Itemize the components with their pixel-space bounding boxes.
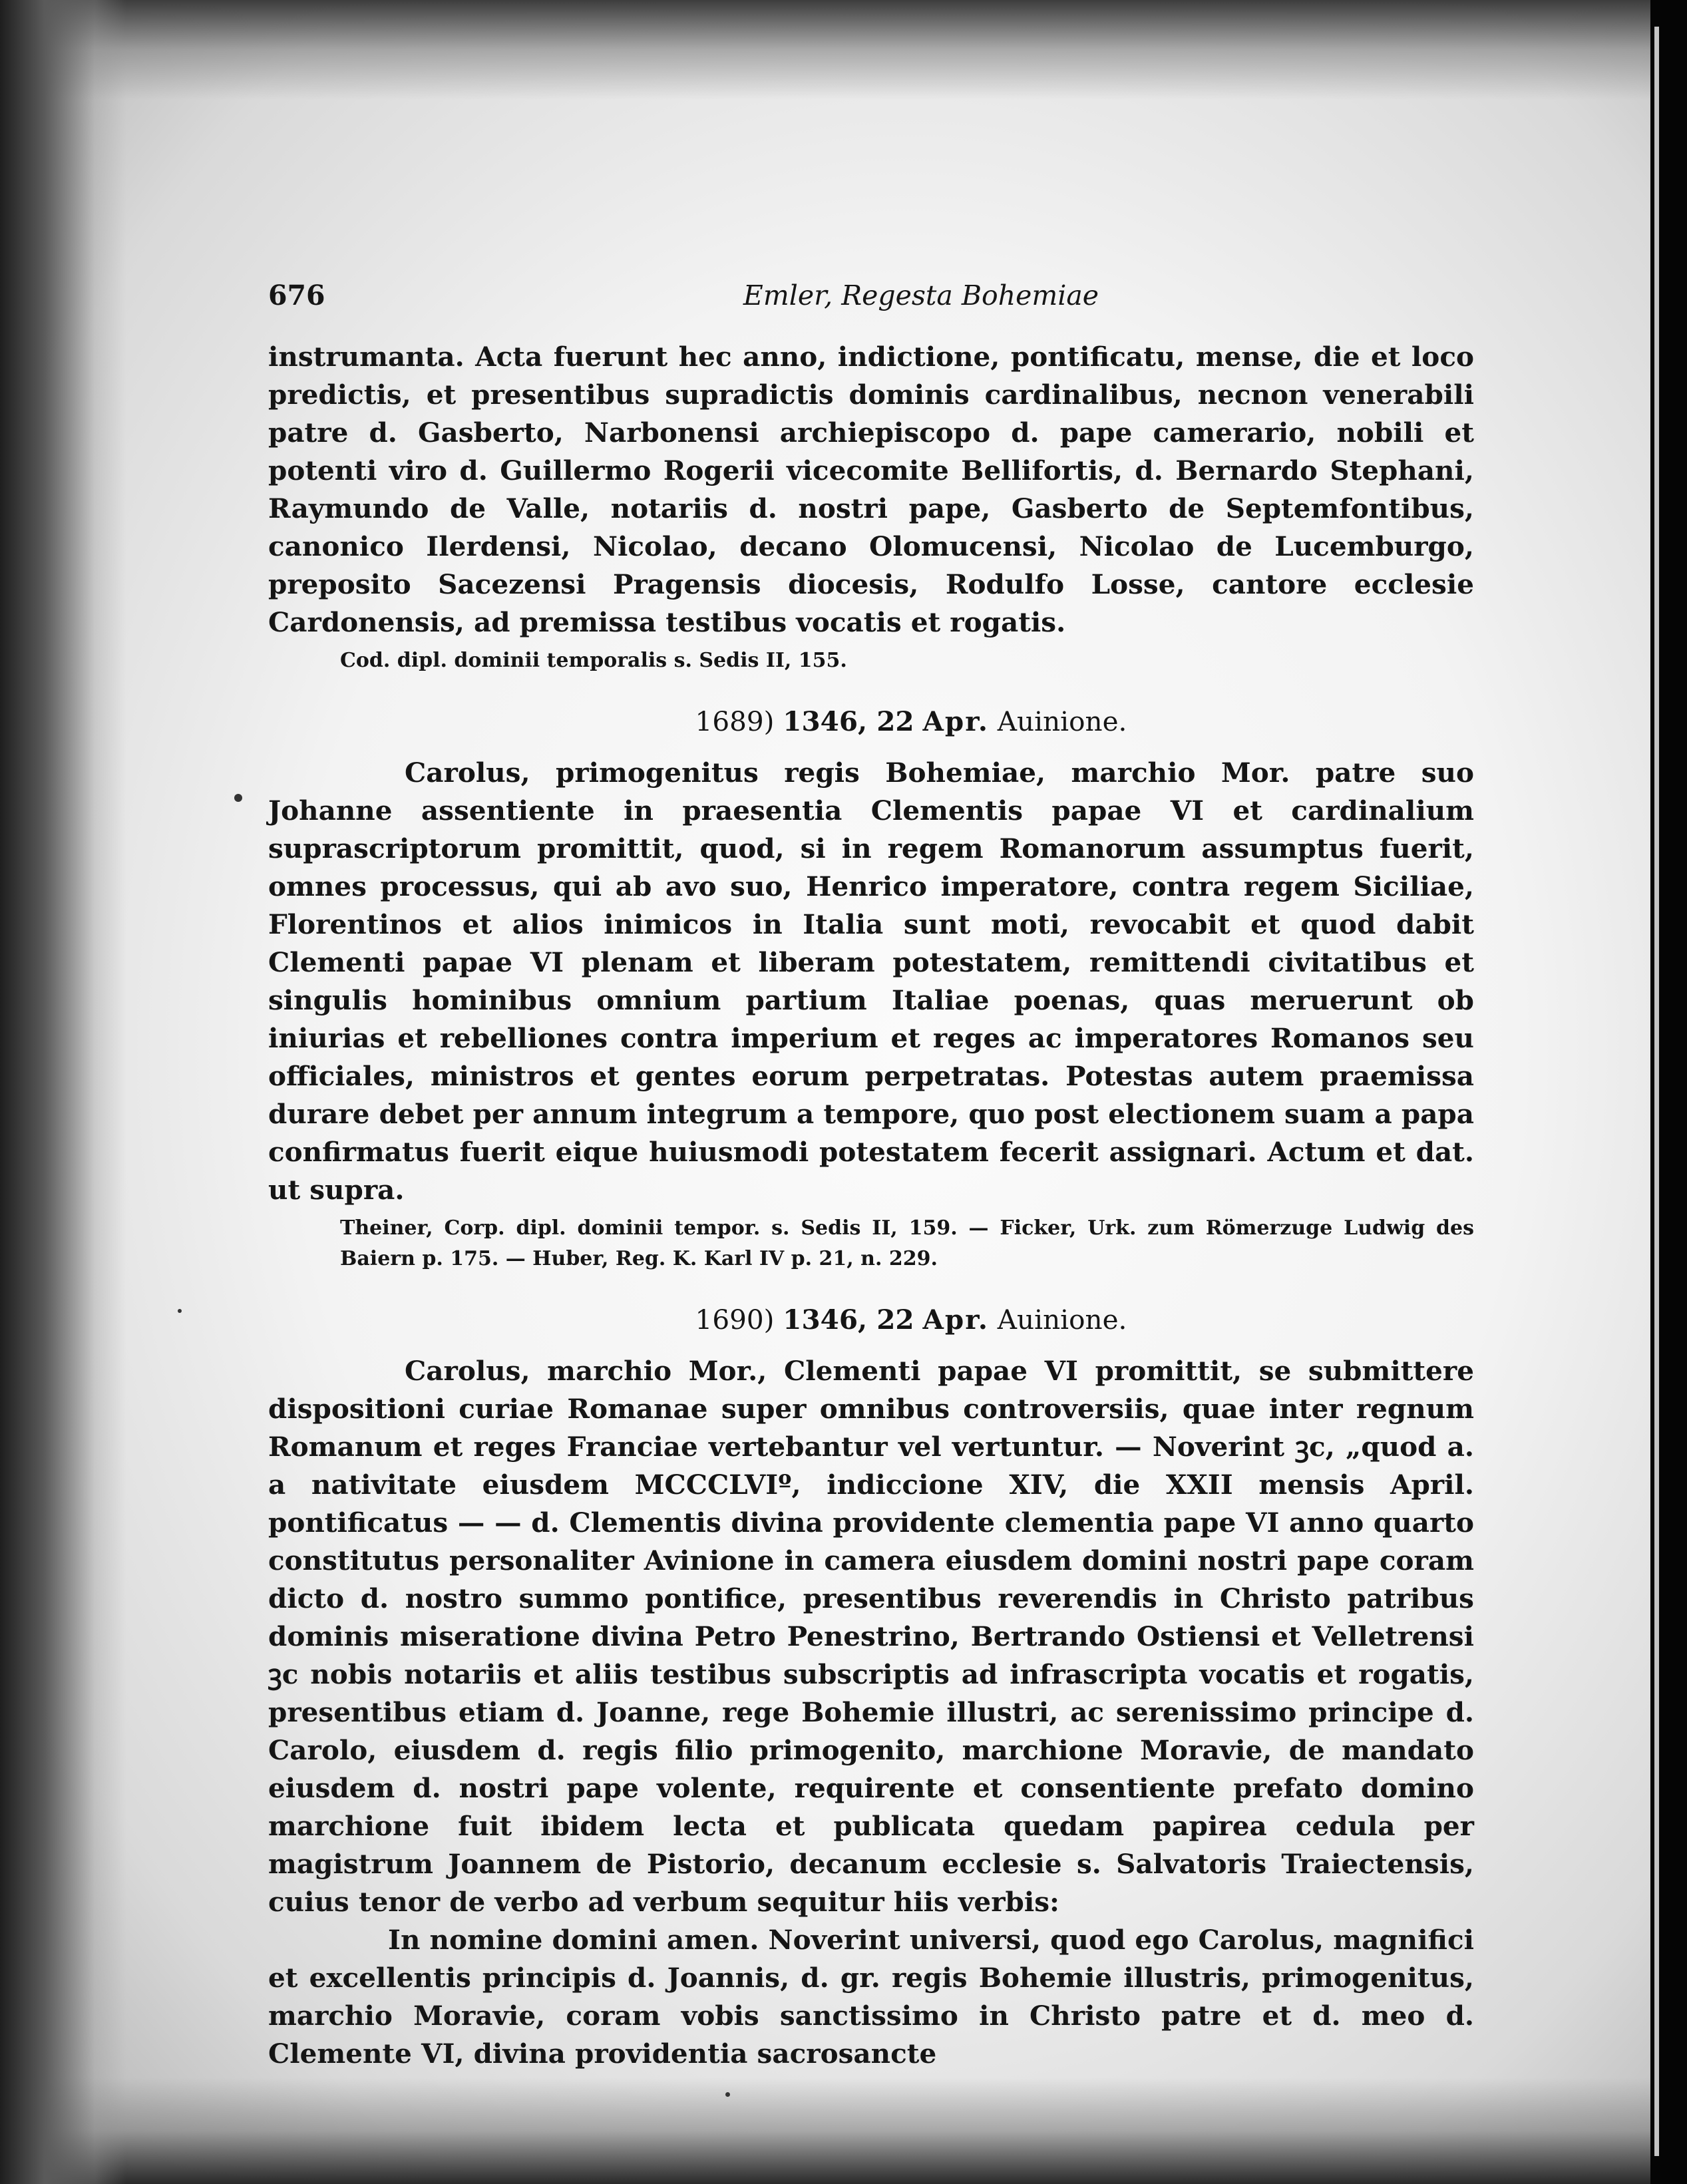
entry-quote: In nomine domini amen. Noverint universi, quod ego Carolus, magnifici et excellentis principis d. Joannis, d. gr. regis Bohemie illustris, primogenitus, marchio Moravie, coram vobis sanctissimo in Christo patre et d. meo d. Clemente VI, divina providentia sacrosancte [268, 1924, 1474, 2070]
continuation-source: Cod. dipl. dominii temporalis s. Sedis II, 155. [340, 649, 847, 672]
entry-place: Auinione. [997, 705, 1127, 737]
entry-month: Apr. [922, 1304, 989, 1336]
entry-date: 1346, 22 [783, 705, 914, 737]
entry-heading [268, 703, 1474, 741]
ink-speck [725, 2092, 730, 2097]
entry-source: Theiner, Corp. dipl. dominii tempor. s. Sedis II, 159. — Ficker, Urk. zum Römerzuge Ludwig des Baiern p. 175. — Huber, Reg. K. Karl IV p. 21, n. 229. [340, 1216, 1474, 1270]
entry-date: 1346, 22 [783, 1304, 914, 1336]
ink-speck [178, 1309, 182, 1313]
entry-place: Auinione. [997, 1304, 1127, 1336]
continuation-paragraph: instrumanta. Acta fuerunt hec anno, indictione, pontificatu, mense, die et loco predictis, et presentibus supradictis dominis cardinalibus, necnon venerabili patre d. Gasberto, Narbonensi archiepiscopo d. pape camerario, nobili et potenti viro d. Guillermo Rogerii vicecomite Bellifortis, d. Bernardo Stephani, Raymundo de Valle, notariis d. nostri pape, Gasberto de Septemfontibus, canonico Ilerdensi, Nicolao, decano Olomucensi, Nicolao de Lucemburgo, preposito Sacezensi Pragensis diocesis, Rodulfo Losse, cantore ecclesie Cardonensis, ad premissa testibus vocatis et rogatis. [268, 341, 1474, 638]
ink-speck [234, 794, 242, 802]
entry-text: Carolus, marchio Mor., Clementi papae VI promittit, se submittere dispositioni curiae Romanae super omnibus controversiis, quae inter regnum Romanum et reges Franciae vertebantur vel vertuntur. — Noverint ꝫc, „quod a. a nativitate eiusdem MCCCLVIº, indiccione XIV, die XXII mensis April. pontificatus — — d. Clementis divina providente clementia pape VI anno quarto constitutus personaliter Avinione in camera eiusdem domini nostri pape coram dicto d. nostro summo pontifice, presentibus reverendis in Christo patribus dominis miseratione divina Petro Penestrino, Bertrando Ostiensi et Velletrensi ꝫc nobis notariis et aliis testibus subscriptis ad infrascripta vocatis et rogatis, presentibus etiam d. Joanne, rege Bohemie illustri, ac serenissimo principe d. Carolo, eiusdem d. regis filio primogenito, marchione Moravie, de mandato eiusdem d. nostri pape volente, requirente et consentiente prefato domino marchione fuit ibidem lecta et publicata quedam papirea cedula per magistrum Joannem de Pistorio, decanum ecclesie s. Salvatoris Traiectensis, cuius tenor de verbo ad verbum sequitur hiis verbis: [268, 1355, 1474, 1918]
page-content [268, 279, 1474, 2073]
scan-shadow-left [0, 0, 126, 2184]
entry-heading [268, 1301, 1474, 1339]
scan-shadow-top [0, 0, 1650, 100]
entry-number: 1689) [695, 705, 775, 737]
page-number: 676 [268, 279, 325, 311]
running-title: Emler, Regesta Bohemiae [743, 279, 1099, 311]
running-head [268, 279, 1474, 319]
entry-text: Carolus, primogenitus regis Bohemiae, marchio Mor. patre suo Johanne assentiente in praesentia Clementis papae VI et cardinalium suprascriptorum promittit, quod, si in regem Romanorum assumptus fuerit, omnes processus, qui ab avo suo, Henrico imperatore, contra regem Siciliae, Florentinos et alios inimicos in Italia sunt moti, revocabit et quod dabit Clementi papae VI plenam et liberam potestatem, remittendi civitatibus et singulis hominibus omnium partium Italiae poenas, quas meruerunt ob iniurias et rebelliones contra imperium et reges ac imperatores Romanos seu officiales, ministros et gentes eorum perpetratas. Potestas autem praemissa durare debet per annum integrum a tempore, quo post electionem suam a papa confirmatus fuerit eique huiusmodi potestatem fecerit assignari. Actum et dat. ut supra. [268, 757, 1474, 1206]
entry-1689 [268, 703, 1474, 1274]
entry-number: 1690) [695, 1304, 775, 1336]
entry-1690 [268, 1301, 1474, 2073]
page-edge-line [1654, 27, 1659, 2156]
scan-shadow-bottom [0, 2078, 1650, 2184]
entry-month: Apr. [922, 705, 989, 737]
